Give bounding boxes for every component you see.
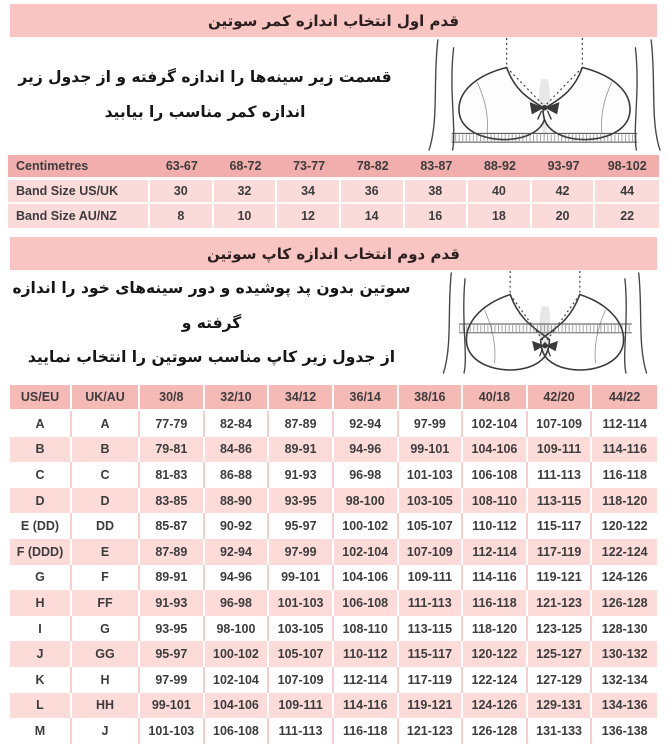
table-cell: C <box>72 462 140 488</box>
table-cell: D <box>10 488 72 514</box>
column-header: 83-87 <box>405 155 469 180</box>
table-cell: Band Size AU/NZ <box>8 204 150 228</box>
table-cell: 114-116 <box>592 437 657 463</box>
step2-instructions <box>0 271 435 376</box>
column-header: 34/12 <box>269 385 334 411</box>
table-cell: 102-104 <box>334 539 399 565</box>
table-cell: C <box>10 462 72 488</box>
table-cell: 98-100 <box>334 488 399 514</box>
table-cell: B <box>72 437 140 463</box>
step2-title: قدم دوم انتخاب اندازه کاپ سوتین <box>207 244 460 263</box>
table-cell: 126-128 <box>463 718 528 744</box>
column-header: 38/16 <box>399 385 464 411</box>
table-cell: 120-122 <box>463 641 528 667</box>
table-cell: 102-104 <box>205 667 270 693</box>
table-cell: 97-99 <box>399 411 464 437</box>
table-cell: 96-98 <box>334 462 399 488</box>
table-cell: 95-97 <box>269 513 334 539</box>
table-cell: 94-96 <box>334 437 399 463</box>
section-spacer <box>0 228 667 237</box>
table-cell: 112-114 <box>463 539 528 565</box>
table-cell: 121-123 <box>399 718 464 744</box>
table-cell: 106-108 <box>463 462 528 488</box>
table-cell: 110-112 <box>334 641 399 667</box>
table-cell: 124-126 <box>592 565 657 591</box>
step1-instructions <box>0 60 422 130</box>
table-row <box>10 462 657 488</box>
table-cell: 127-129 <box>528 667 593 693</box>
table-cell: HH <box>72 693 140 719</box>
table-cell: 107-109 <box>399 539 464 565</box>
table-cell: 116-118 <box>592 462 657 488</box>
column-header: 98-102 <box>595 155 659 180</box>
table-cell: 93-95 <box>140 616 205 642</box>
table-cell: 12 <box>277 204 341 228</box>
table-cell: 106-108 <box>334 590 399 616</box>
table-cell: H <box>72 667 140 693</box>
table-cell: H <box>10 590 72 616</box>
table-cell: 109-111 <box>269 693 334 719</box>
table-cell: K <box>10 667 72 693</box>
table-cell: 102-104 <box>463 411 528 437</box>
table-row <box>10 411 657 437</box>
table-cell: B <box>10 437 72 463</box>
table-cell: 10 <box>214 204 278 228</box>
table-cell: G <box>72 616 140 642</box>
table-cell: 89-91 <box>269 437 334 463</box>
table-cell: 83-85 <box>140 488 205 514</box>
bra-bust-tape-measure-icon <box>435 271 655 375</box>
column-header: US/EU <box>10 385 72 411</box>
table-cell: 101-103 <box>399 462 464 488</box>
column-header: 93-97 <box>532 155 596 180</box>
table-cell: 85-87 <box>140 513 205 539</box>
table-row <box>10 718 657 744</box>
table-cell: 32 <box>214 180 278 204</box>
table-cell: 114-116 <box>463 565 528 591</box>
table-cell: 91-93 <box>140 590 205 616</box>
table-cell: G <box>10 565 72 591</box>
bra-underbust-tape-measure-icon <box>422 38 667 152</box>
table-cell: 16 <box>405 204 469 228</box>
table-cell: 99-101 <box>269 565 334 591</box>
step2-instruction-line1: سوتین بدون پد پوشیده و دور سینه‌های خود را اندازه گرفته و <box>12 278 411 332</box>
table-cell: 84-86 <box>205 437 270 463</box>
table-row <box>8 204 659 228</box>
table-cell: 118-120 <box>463 616 528 642</box>
table-cell: 104-106 <box>463 437 528 463</box>
table-cell: 131-133 <box>528 718 593 744</box>
table-cell: 18 <box>468 204 532 228</box>
table-cell: 110-112 <box>463 513 528 539</box>
table-cell: 113-115 <box>399 616 464 642</box>
table-cell: 104-106 <box>334 565 399 591</box>
cup-size-table <box>10 385 657 744</box>
cup-table-header-row <box>10 385 657 411</box>
table-cell: 108-110 <box>334 616 399 642</box>
table-cell: 111-113 <box>399 590 464 616</box>
table-cell: 87-89 <box>269 411 334 437</box>
table-cell: 88-90 <box>205 488 270 514</box>
table-cell: 97-99 <box>269 539 334 565</box>
table-cell: 117-119 <box>528 539 593 565</box>
table-cell: 119-121 <box>399 693 464 719</box>
table-cell: 90-92 <box>205 513 270 539</box>
column-header: 63-67 <box>150 155 214 180</box>
table-cell: A <box>10 411 72 437</box>
step1-header-bar <box>10 4 657 37</box>
table-cell: 101-103 <box>140 718 205 744</box>
table-cell: 34 <box>277 180 341 204</box>
table-cell: 14 <box>341 204 405 228</box>
table-cell: 104-106 <box>205 693 270 719</box>
table-cell: F <box>72 565 140 591</box>
table-row <box>10 667 657 693</box>
table-cell: 20 <box>532 204 596 228</box>
column-header: UK/AU <box>72 385 140 411</box>
table-cell: 44 <box>595 180 659 204</box>
table-cell: 82-84 <box>205 411 270 437</box>
table-cell: 101-103 <box>269 590 334 616</box>
table-cell: 40 <box>468 180 532 204</box>
table-cell: 114-116 <box>334 693 399 719</box>
table-row <box>10 437 657 463</box>
step2-section <box>0 270 667 376</box>
step1-title: قدم اول انتخاب اندازه کمر سوتین <box>207 11 460 30</box>
step1-section <box>0 37 667 153</box>
column-header: 40/18 <box>463 385 528 411</box>
table-cell: J <box>72 718 140 744</box>
column-header: Centimetres <box>8 155 150 180</box>
table-cell: 105-107 <box>399 513 464 539</box>
table-cell: 42 <box>532 180 596 204</box>
table-cell: 111-113 <box>269 718 334 744</box>
table-cell: 87-89 <box>140 539 205 565</box>
step1-instruction-line1: قسمت زیر سینه‌ها را اندازه گرفته و از جدول زیر <box>18 68 392 87</box>
table-cell: E (DD) <box>10 513 72 539</box>
table-cell: F (DDD) <box>10 539 72 565</box>
step2-header-bar <box>10 237 657 270</box>
table-cell: 94-96 <box>205 565 270 591</box>
table-cell: L <box>10 693 72 719</box>
column-header: 68-72 <box>214 155 278 180</box>
table-row <box>10 513 657 539</box>
table-cell: 103-105 <box>269 616 334 642</box>
table-cell: 107-109 <box>269 667 334 693</box>
table-cell: 93-95 <box>269 488 334 514</box>
table-cell: 92-94 <box>334 411 399 437</box>
column-header: 30/8 <box>140 385 205 411</box>
band-table-header-row <box>8 155 659 180</box>
table-cell: 118-120 <box>592 488 657 514</box>
table-cell: 96-98 <box>205 590 270 616</box>
table-cell: 116-118 <box>463 590 528 616</box>
table-cell: 91-93 <box>269 462 334 488</box>
table-cell: 105-107 <box>269 641 334 667</box>
table-cell: 115-117 <box>528 513 593 539</box>
band-size-table <box>8 155 659 228</box>
table-cell: 100-102 <box>334 513 399 539</box>
column-header: 78-82 <box>341 155 405 180</box>
step1-illustration <box>422 38 667 152</box>
table-cell: 99-101 <box>399 437 464 463</box>
table-cell: 111-113 <box>528 462 593 488</box>
table-cell: 97-99 <box>140 667 205 693</box>
column-header: 36/14 <box>334 385 399 411</box>
table-cell: 109-111 <box>528 437 593 463</box>
table-cell: 36 <box>341 180 405 204</box>
table-cell: 115-117 <box>399 641 464 667</box>
table-cell: 134-136 <box>592 693 657 719</box>
table-cell: 113-115 <box>528 488 593 514</box>
table-cell: 107-109 <box>528 411 593 437</box>
table-cell: 22 <box>595 204 659 228</box>
table-cell: 116-118 <box>334 718 399 744</box>
table-cell: 109-111 <box>399 565 464 591</box>
table-cell: 136-138 <box>592 718 657 744</box>
table-cell: 124-126 <box>463 693 528 719</box>
table-cell: 123-125 <box>528 616 593 642</box>
table-cell: 112-114 <box>592 411 657 437</box>
table-cell: 108-110 <box>463 488 528 514</box>
table-cell: 126-128 <box>592 590 657 616</box>
table-cell: 30 <box>150 180 214 204</box>
table-cell: 129-131 <box>528 693 593 719</box>
table-cell: 81-83 <box>140 462 205 488</box>
table-cell: 112-114 <box>334 667 399 693</box>
table-cell: Band Size US/UK <box>8 180 150 204</box>
table-row <box>10 565 657 591</box>
table-cell: M <box>10 718 72 744</box>
column-header: 42/20 <box>528 385 593 411</box>
table-row <box>8 180 659 204</box>
column-header: 73-77 <box>277 155 341 180</box>
table-cell: DD <box>72 513 140 539</box>
table-cell: 99-101 <box>140 693 205 719</box>
table-cell: 86-88 <box>205 462 270 488</box>
table-cell: FF <box>72 590 140 616</box>
table-cell: 77-79 <box>140 411 205 437</box>
column-header: 44/22 <box>592 385 657 411</box>
table-cell: 38 <box>405 180 469 204</box>
table-cell: 132-134 <box>592 667 657 693</box>
table-cell: 100-102 <box>205 641 270 667</box>
table-cell: 89-91 <box>140 565 205 591</box>
table-cell: 120-122 <box>592 513 657 539</box>
table-cell: I <box>10 616 72 642</box>
table-cell: 119-121 <box>528 565 593 591</box>
table-row <box>10 539 657 565</box>
table-cell: 8 <box>150 204 214 228</box>
column-header: 32/10 <box>205 385 270 411</box>
table-row <box>10 616 657 642</box>
table-cell: 92-94 <box>205 539 270 565</box>
table-cell: GG <box>72 641 140 667</box>
table-cell: 106-108 <box>205 718 270 744</box>
table-cell: 122-124 <box>463 667 528 693</box>
table-cell: 103-105 <box>399 488 464 514</box>
table-cell: D <box>72 488 140 514</box>
table-cell: 117-119 <box>399 667 464 693</box>
table-row <box>10 693 657 719</box>
table-row <box>10 590 657 616</box>
column-header: 88-92 <box>468 155 532 180</box>
table-cell: 95-97 <box>140 641 205 667</box>
table-cell: 130-132 <box>592 641 657 667</box>
step2-instruction-line2: از جدول زیر کاپ مناسب سوتین را انتخاب نمایید <box>27 348 396 367</box>
table-cell: 79-81 <box>140 437 205 463</box>
table-cell: 98-100 <box>205 616 270 642</box>
table-row <box>10 488 657 514</box>
table-cell: 122-124 <box>592 539 657 565</box>
table-cell: E <box>72 539 140 565</box>
step2-illustration <box>435 271 655 375</box>
table-cell: 128-130 <box>592 616 657 642</box>
table-cell: 125-127 <box>528 641 593 667</box>
table-cell: A <box>72 411 140 437</box>
table-cell: J <box>10 641 72 667</box>
table-row <box>10 641 657 667</box>
step1-instruction-line2: اندازه کمر مناسب را بیابید <box>104 103 306 121</box>
table-cell: 121-123 <box>528 590 593 616</box>
